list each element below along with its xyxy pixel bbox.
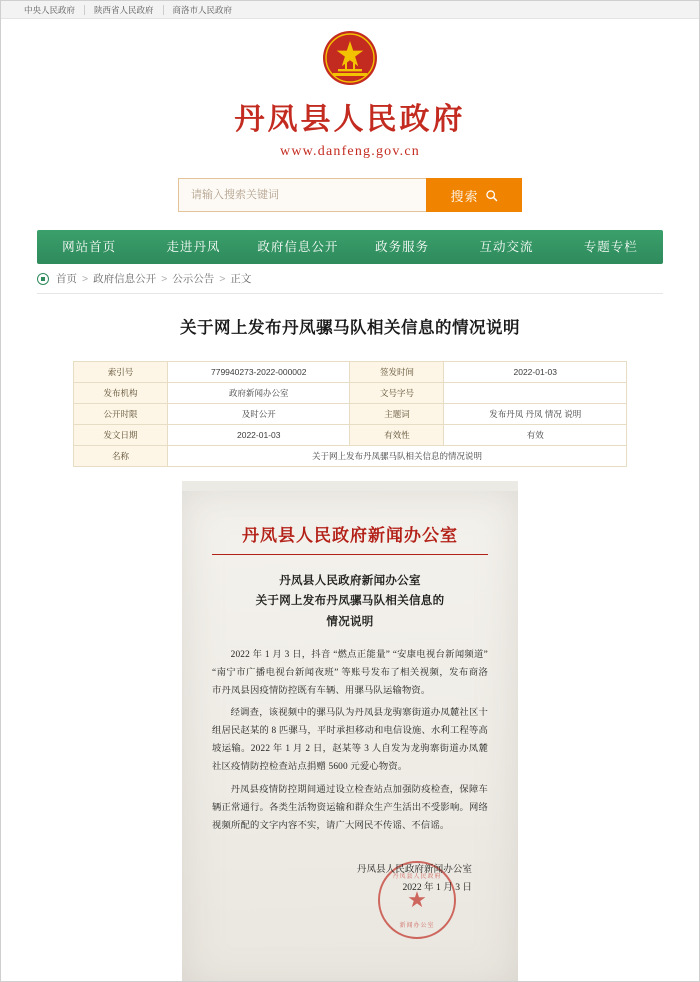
meta-key-index-number: 索引号 — [74, 361, 168, 382]
main-navigation — [37, 230, 663, 264]
table-row — [74, 361, 627, 382]
breadcrumb-separator: > — [82, 272, 89, 285]
meta-value-issue-time: 2022-01-03 — [444, 361, 627, 382]
site-url: www.danfeng.gov.cn — [280, 144, 420, 159]
nav-item-government-services[interactable]: 政务服务 — [375, 240, 430, 254]
document-sheet — [182, 491, 518, 982]
site-masthead — [1, 19, 699, 160]
document-subtitle-line-1: 丹凤县人民政府新闻办公室 — [279, 575, 421, 588]
document-subtitle-line-2: 关于网上发布丹凤骡马队相关信息的 — [255, 595, 445, 608]
page-title: 关于网上发布丹凤骡马队相关信息的情况说明 — [180, 318, 520, 337]
document-paragraph-2: 经调查，该视频中的骡马队为丹凤县龙驹寨街道办凤麓社区十组居民赵某的 8 匹骡马，平时承担移动和电信设施、水利工程等高坡运输。2022 年 1 月 2 日，赵某等 3 人自发为龙驹寨街道办凤麓社区疫情防控检查站点捐赠 5600 元爱心物资。 — [212, 708, 488, 773]
table-row — [74, 382, 627, 403]
meta-key-name: 名称 — [74, 445, 168, 466]
breadcrumb-item-current: 正文 — [230, 273, 252, 285]
table-row — [74, 403, 627, 424]
table-row — [74, 424, 627, 445]
top-link-central-government[interactable]: 中央人民政府 — [15, 5, 85, 15]
meta-value-name: 关于网上发布丹凤骡马队相关信息的情况说明 — [168, 445, 627, 466]
search-input[interactable] — [178, 178, 426, 212]
top-link-city-government[interactable]: 商洛市人民政府 — [172, 4, 233, 15]
seal-top-text: ★ 丹凤县人民政府 — [392, 873, 442, 880]
national-emblem-icon — [321, 29, 379, 87]
breadcrumb-item-home[interactable]: 首页 — [56, 273, 77, 285]
nav-item-home[interactable]: 网站首页 — [62, 240, 117, 254]
document-meta-table — [73, 361, 627, 467]
breadcrumb-separator: > — [161, 272, 168, 285]
seal-bottom-text: 新闻办公室 — [399, 922, 435, 929]
document-signature-org: 丹凤县人民政府新闻办公室 — [356, 863, 472, 875]
top-links-bar — [1, 1, 699, 19]
breadcrumb-item-disclosure[interactable]: 政府信息公开 — [93, 273, 157, 285]
document-body — [212, 646, 488, 835]
meta-key-issue-time: 签发时间 — [350, 361, 444, 382]
meta-value-subject-terms: 发布丹凤 丹凤 情况 说明 — [444, 403, 627, 424]
meta-value-validity: 有效 — [444, 424, 627, 445]
document-header-org: 丹凤县人民政府新闻办公室 — [242, 525, 458, 545]
meta-value-disclosure-period: 及时公开 — [168, 403, 350, 424]
document-signature-date: 2022 年 1 月 3 日 — [402, 882, 472, 894]
meta-value-issue-date: 2022-01-03 — [168, 424, 350, 445]
meta-value-index-number: 779940273-2022-000002 — [168, 361, 350, 382]
search-button-label: 搜索 — [450, 188, 479, 204]
breadcrumb-item-announcements[interactable]: 公示公告 — [172, 273, 215, 285]
meta-key-subject-terms: 主题词 — [350, 403, 444, 424]
breadcrumb — [37, 264, 663, 294]
document-subtitle-line-3: 情况说明 — [326, 615, 374, 628]
document-subtitle — [212, 571, 488, 631]
nav-item-about-danfeng[interactable]: 走进丹凤 — [166, 240, 221, 254]
document-signature — [212, 861, 488, 897]
document-header-rule — [212, 554, 488, 556]
meta-key-document-number: 文号字号 — [350, 382, 444, 403]
nav-item-interaction[interactable]: 互动交流 — [479, 240, 534, 254]
document-paragraph-3: 丹凤县疫情防控期间通过设立检查站点加强防疫检查，保障车辆正常通行。各类生活物资运输和群众生产生活出不受影响。网络视频所配的文字内容不实，请广大网民不传谣、不信谣。 — [212, 784, 488, 831]
top-link-provincial-government[interactable]: 陕西省人民政府 — [85, 5, 164, 15]
table-row — [74, 445, 627, 466]
search-icon — [485, 189, 498, 202]
meta-value-publisher: 政府新闻办公室 — [168, 382, 350, 403]
search-bar — [178, 178, 522, 212]
nav-item-special-columns[interactable]: 专题专栏 — [583, 240, 638, 254]
home-icon — [37, 273, 49, 285]
meta-key-validity: 有效性 — [350, 424, 444, 445]
nav-item-government-info-disclosure[interactable]: 政府信息公开 — [257, 240, 339, 254]
breadcrumb-separator: > — [219, 272, 226, 285]
meta-key-issue-date: 发文日期 — [74, 424, 168, 445]
search-button[interactable] — [426, 178, 522, 212]
document-paragraph-1: 2022 年 1 月 3 日，抖音 “燃点正能量” “安康电视台新闻频道” “南宁市广播电视台新闻夜班” 等账号发布了相关视频，发布商洛市丹凤县因疫情防控既有车辆、用骡马队运输物资。 — [212, 649, 488, 696]
meta-value-document-number — [444, 382, 627, 403]
site-title: 丹凤县人民政府 — [234, 103, 466, 136]
meta-key-disclosure-period: 公开时限 — [74, 403, 168, 424]
scanned-document-image — [182, 481, 518, 982]
meta-key-publisher: 发布机构 — [74, 382, 168, 403]
